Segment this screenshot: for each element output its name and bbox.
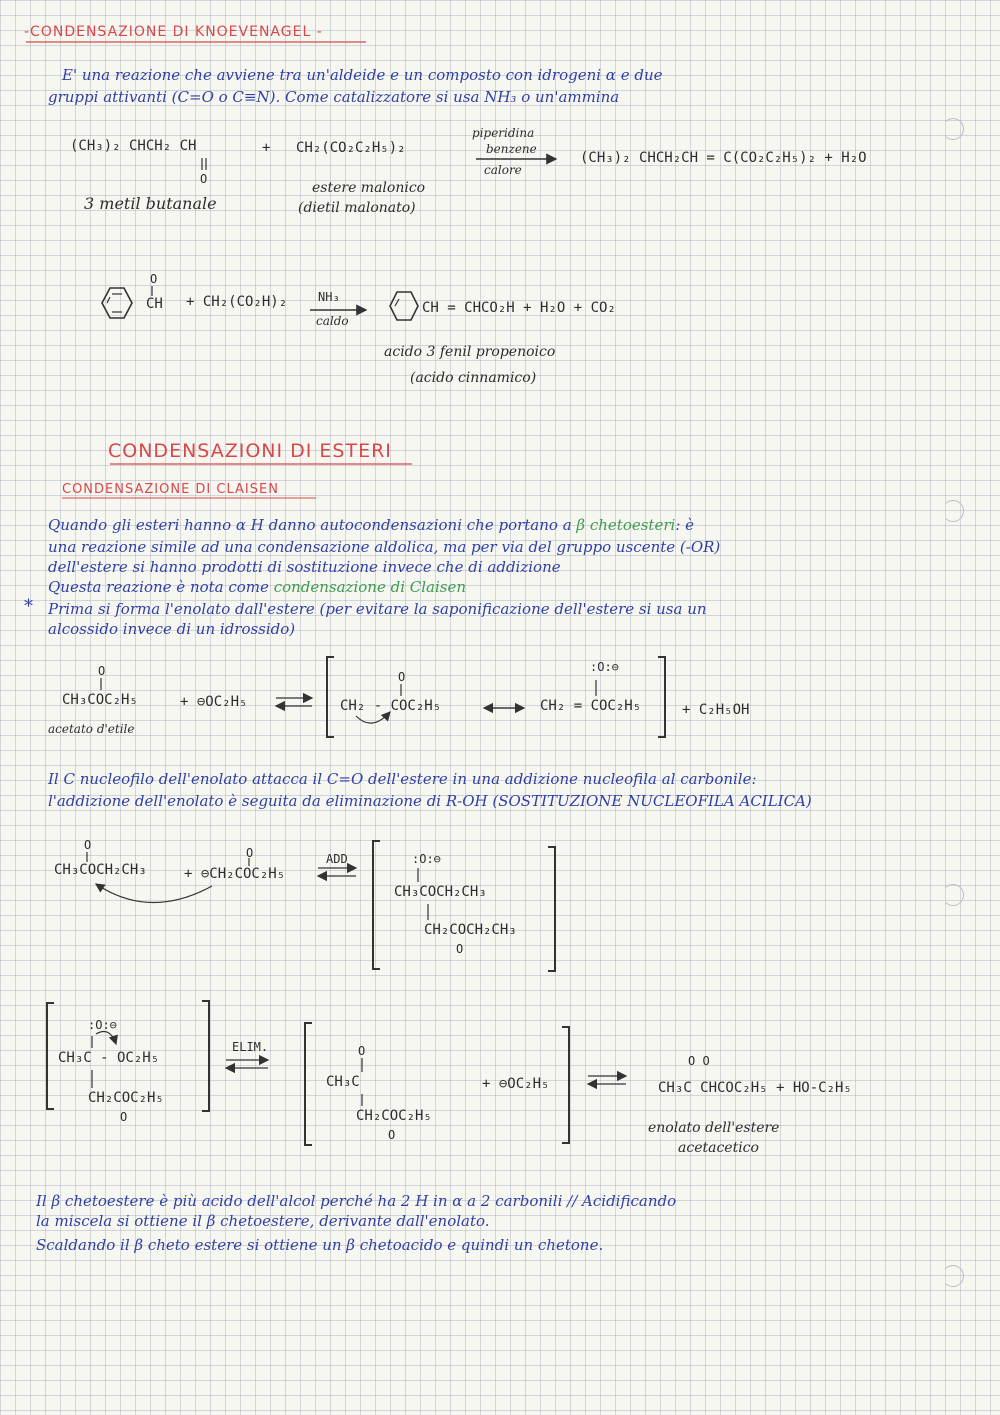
- claisen-p4-line-1: Il β chetoestere è più acido dell'alcol perché ha 2 H in α a 2 carbonili // Acidificando: [36, 1192, 677, 1210]
- reaction1-name-3-methylbutanal: 3 metil butanale: [84, 194, 217, 213]
- reaction2-aldehyde-o: O: [150, 272, 158, 286]
- r3-reactant2: + ⊖OC₂H₅: [180, 694, 248, 710]
- claisen-p3-line-2: l'addizione dell'enolato è seguita da eliminazione di R-OH (SOSTITUZIONE NUCLEOFILA ACILICA): [48, 792, 812, 810]
- r5-left-line-1: CH₃C - OC₂H₅: [58, 1050, 160, 1066]
- r3-byproduct: + C₂H₅OH: [682, 702, 750, 718]
- r5-mid-line-1: CH₃C: [326, 1074, 360, 1090]
- r5-mid-o: O: [358, 1044, 366, 1058]
- star-bullet: *: [24, 596, 33, 617]
- knoevenagel-intro-line-2: gruppi attivanti (C=O o C≡N). Come catalizzatore si usa NH₃ o un'ammina: [48, 88, 620, 106]
- reaction1-plus: +: [262, 140, 271, 156]
- claisen-p3-line-1: Il C nucleofilo dell'enolato attacca il C=O dell'estere in una addizione nucleofila al carbonile:: [48, 770, 757, 788]
- r4-reactant2-o: O: [246, 846, 254, 860]
- r3-res2-o: :O:⊖: [590, 660, 619, 674]
- reaction1-condition-piperidine: piperidina: [472, 126, 535, 140]
- claisen-p1-line-3: dell'estere si hanno prodotti di sostituzione invece che di addizione: [48, 558, 561, 576]
- r5-condition-elim: ELIM.: [232, 1040, 269, 1054]
- r4-curved-arrow: [96, 884, 212, 903]
- r5-left-line-2-o: O: [120, 1110, 128, 1124]
- r3-res2: CH₂ = COC₂H₅: [540, 698, 642, 714]
- claisen-p2-line-1: Prima si forma l'enolato dall'estere (per evitare la saponificazione dell'estere si usa un: [48, 600, 707, 618]
- reaction1-reactant1-carbonyl-o: O: [200, 172, 208, 186]
- r5-mid-plus-ethoxide: + ⊖OC₂H₅: [482, 1076, 550, 1092]
- r5-product: CH₃C CHCOC₂H₅ + HO-C₂H₅: [658, 1080, 852, 1096]
- r4-inter-line-2-o: O: [456, 942, 464, 956]
- claisen-name-highlight: condensazione di Claisen: [273, 578, 467, 596]
- reaction2-name-cinnamic-alt: (acido cinnamico): [410, 370, 537, 386]
- claisen-p1-line-2: una reazione simile ad una condensazione aldolica, ma per via del gruppo uscente (-OR): [48, 538, 721, 556]
- reaction2-condition-nh3: NH₃: [318, 290, 340, 304]
- r5-product-name-1: enolato dell'estere: [648, 1120, 780, 1136]
- r5-left-o: :O:⊖: [88, 1018, 117, 1032]
- r4-reactant1-o: O: [84, 838, 92, 852]
- reaction2-reactant2: + CH₂(CO₂H)₂: [186, 294, 288, 310]
- r3-res1-o: O: [398, 670, 406, 684]
- r3-reactant1-o: O: [98, 664, 106, 678]
- r3-curved-arrow: [356, 712, 390, 723]
- knoevenagel-intro-line-1: E' una reazione che avviene tra un'aldeide e un composto con idrogeni α e due: [62, 66, 663, 84]
- r4-inter-o: :O:⊖: [412, 852, 441, 866]
- reaction1-condition-benzene: benzene: [486, 142, 537, 156]
- reaction2-condition-heat: caldo: [316, 314, 349, 328]
- reaction1-reactant2: CH₂(CO₂C₂H₅)₂: [296, 140, 406, 156]
- r5-left-line-2: CH₂COC₂H₅: [88, 1090, 164, 1106]
- claisen-title: CONDENSAZIONE DI CLAISEN: [62, 482, 279, 497]
- reaction1-name-malonic-ester: estere malonico: [312, 180, 426, 196]
- r5-curved-arrow: [96, 1032, 116, 1044]
- r3-name-ethyl-acetate: acetato d'etile: [48, 722, 135, 736]
- reaction1-name-diethyl-malonate: (dietil malonato): [298, 200, 416, 216]
- claisen-p1-tail: : è: [675, 516, 695, 534]
- beta-chetoesteri-highlight: β chetoesteri: [576, 516, 676, 534]
- reaction1-reactant1: (CH₃)₂ CHCH₂ CH: [70, 138, 197, 154]
- reaction2-product: CH = CHCO₂H + H₂O + CO₂: [422, 300, 616, 316]
- reaction2-aldehyde-ch: CH: [146, 296, 163, 312]
- r5-product-o: O O: [688, 1054, 710, 1068]
- r3-reactant1: CH₃COC₂H₅: [62, 692, 138, 708]
- r5-product-name-2: acetacetico: [678, 1140, 759, 1156]
- esteri-title: CONDENSAZIONI DI ESTERI: [108, 440, 392, 462]
- claisen-p2-line-2: alcossido invece di un idrossido): [48, 620, 296, 638]
- reaction1-condition-heat: calore: [484, 163, 522, 177]
- claisen-p4-line-3: Scaldando il β cheto estere si ottiene un β chetoacido e quindi un chetone.: [36, 1236, 604, 1254]
- r5-mid-line-2: CH₂COC₂H₅: [356, 1108, 432, 1124]
- r4-inter-line-2: CH₂COCH₂CH₃: [424, 922, 517, 938]
- r4-inter-line-1: CH₃COCH₂CH₃: [394, 884, 487, 900]
- r4-condition-add: ADD: [326, 852, 348, 866]
- r4-reactant2: + ⊖CH₂COC₂H₅: [184, 866, 286, 882]
- claisen-p1-text: Quando gli esteri hanno α H danno autocondensazioni che portano a: [48, 516, 577, 534]
- r5-mid-line-2-o: O: [388, 1128, 396, 1142]
- reaction2-name-cinnamic: acido 3 fenil propenoico: [384, 344, 556, 360]
- knoevenagel-title: -CONDENSAZIONE DI KNOEVENAGEL -: [24, 24, 323, 40]
- r4-reactant1: CH₃COCH₂CH₃: [54, 862, 147, 878]
- r3-res1: CH₂ - COC₂H₅: [340, 698, 442, 714]
- claisen-p1-l4-text: Questa reazione è nota come: [48, 578, 274, 596]
- claisen-p4-line-2: la miscela si ottiene il β chetoestere, derivante dall'enolato.: [36, 1212, 490, 1230]
- reaction1-product: (CH₃)₂ CHCH₂CH = C(CO₂C₂H₅)₂ + H₂O: [580, 150, 867, 166]
